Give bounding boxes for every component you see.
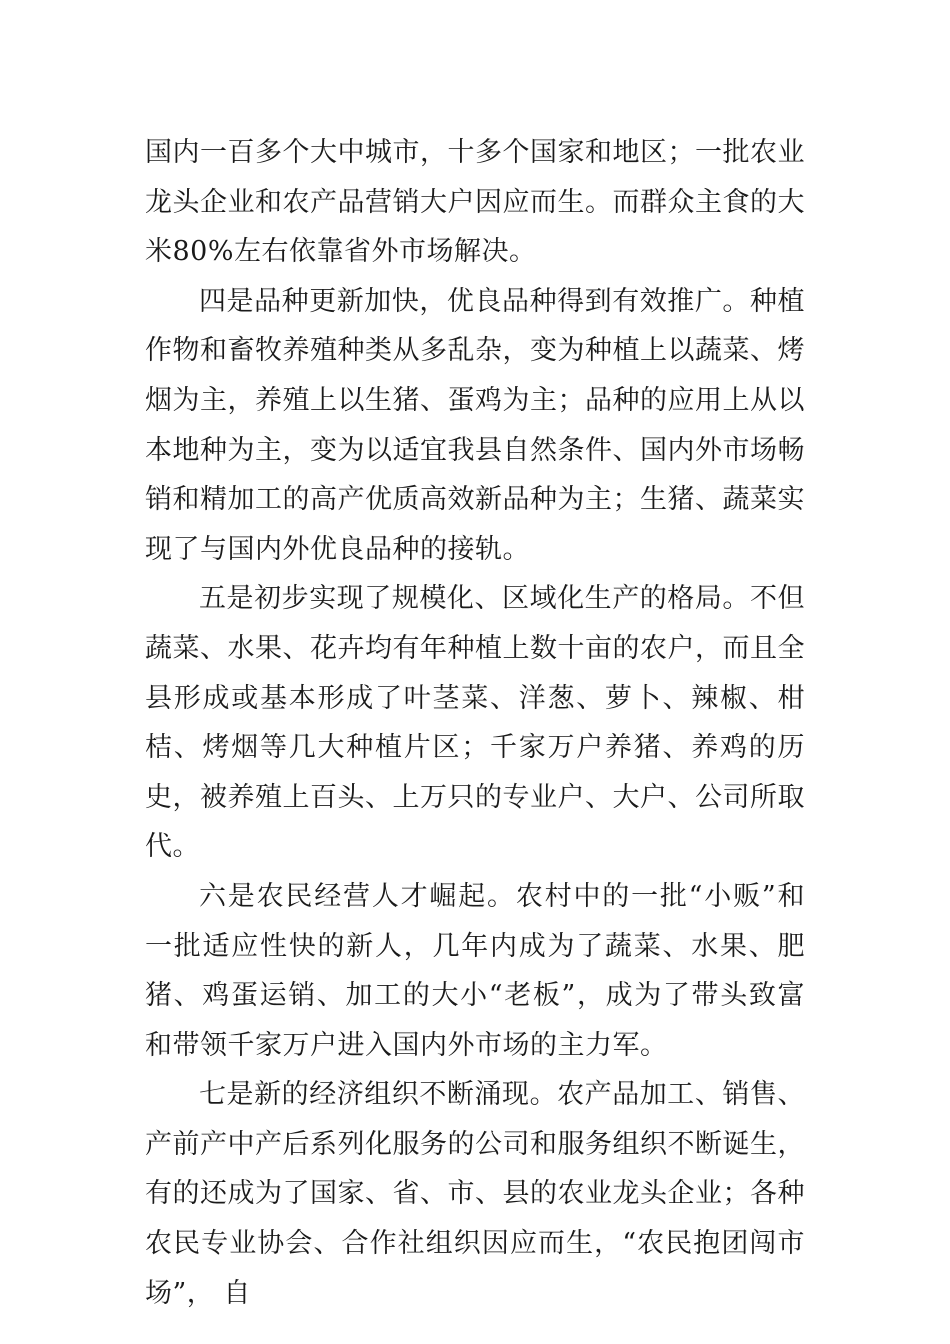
paragraph-continuation: 国内一百多个大中城市，十多个国家和地区；一批农业龙头企业和农产品营销大户因应而生。而群众主食的大米80%左右依靠省外市场解决。 xyxy=(145,137,805,268)
paragraph-farmer-talent: 六是农民经营人才崛起。农村中的一批“小贩”和一批适应性快的新人，几年内成为了蔬菜、水果、肥猪、鸡蛋运销、加工的大小“老板”，成为了带头致富和带领千家万户进入国内外市场的主力军。 xyxy=(145,880,805,1061)
paragraph-variety-update: 四是品种更新加快，优良品种得到有效推广。种植作物和畜牧养殖种类从多乱杂，变为种植上以蔬菜、烤烟为主，养殖上以生猪、蛋鸡为主；品种的应用上从以本地种为主，变为以适宜我县自然条件、国内外市场畅销和精加工的高产优质高效新品种为主；生猪、蔬菜实现了与国内外优良品种的接轨。 xyxy=(145,285,805,565)
paragraph-economic-organizations: 七是新的经济组织不断涌现。农产品加工、销售、产前产中产后系列化服务的公司和服务组织不断诞生，有的还成为了国家、省、市、县的农业龙头企业；各种农民专业协会、合作社组织因应而生，“农民抱团闯市场”， 自 xyxy=(145,1079,805,1309)
paragraph-scale-production: 五是初步实现了规模化、区域化生产的格局。不但蔬菜、水果、花卉均有年种植上数十亩的农户，而且全县形成或基本形成了叶茎菜、洋葱、萝卜、辣椒、柑桔、烤烟等几大种植片区；千家万户养猪、养鸡的历史，被养殖上百头、上万只的专业户、大户、公司所取代。 xyxy=(145,583,805,863)
document-body xyxy=(145,128,805,1318)
